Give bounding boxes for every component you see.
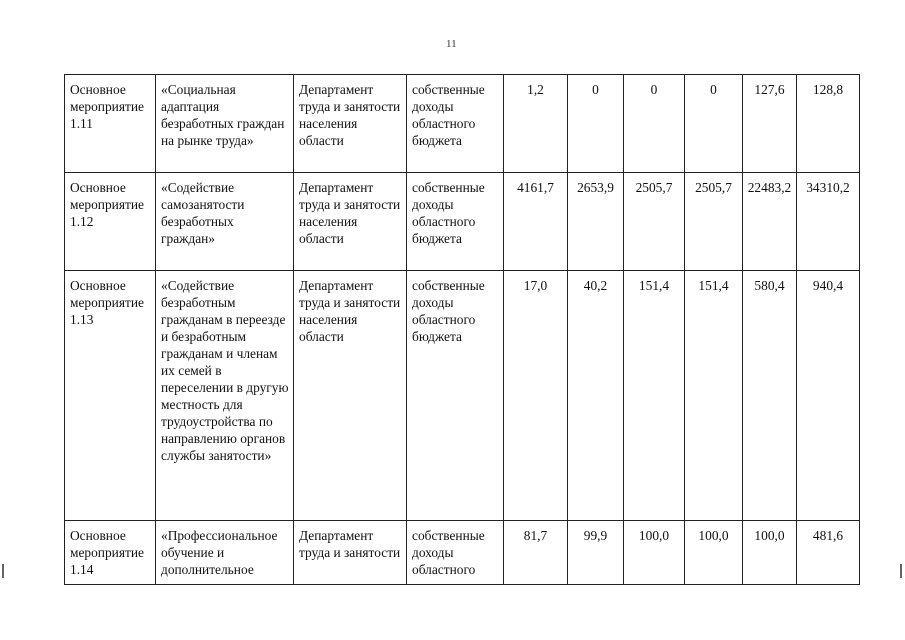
scan-mark-left <box>2 564 4 578</box>
value-cell: 151,4 <box>624 271 685 521</box>
title-cell: «Профессиональное обучение и дополнительное <box>156 521 294 585</box>
value-cell: 1,2 <box>504 75 568 173</box>
title-cell: «Содействие безработным гражданам в переезде и безработным гражданам и членам их семей в переселении в другую местность для трудоустройства по направлению органов службы занятости» <box>156 271 294 521</box>
value-cell: 4161,7 <box>504 173 568 271</box>
source-cell: собственные доходы областного бюджета <box>407 75 504 173</box>
executor-cell: Департамент труда и занятости населения области <box>294 75 407 173</box>
value-cell: 0 <box>624 75 685 173</box>
value-cell: 0 <box>568 75 624 173</box>
total-cell: 940,4 <box>797 271 860 521</box>
table-row <box>65 173 860 271</box>
event-cell: Основное мероприятие 1.14 <box>65 521 156 585</box>
executor-cell: Департамент труда и занятости населения области <box>294 271 407 521</box>
value-cell: 17,0 <box>504 271 568 521</box>
value-cell: 100,0 <box>743 521 797 585</box>
value-cell: 2505,7 <box>685 173 743 271</box>
value-cell: 81,7 <box>504 521 568 585</box>
event-cell: Основное мероприятие 1.12 <box>65 173 156 271</box>
value-cell: 2653,9 <box>568 173 624 271</box>
value-cell: 99,9 <box>568 521 624 585</box>
value-cell: 0 <box>685 75 743 173</box>
page-number: 11 <box>446 38 457 50</box>
value-cell: 100,0 <box>685 521 743 585</box>
total-cell: 34310,2 <box>797 173 860 271</box>
title-cell: «Социальная адаптация безработных граждан на рынке труда» <box>156 75 294 173</box>
table-row <box>65 521 860 585</box>
value-cell: 2505,7 <box>624 173 685 271</box>
source-cell: собственные доходы областного бюджета <box>407 271 504 521</box>
source-cell: собственные доходы областного <box>407 521 504 585</box>
event-cell: Основное мероприятие 1.11 <box>65 75 156 173</box>
value-cell: 127,6 <box>743 75 797 173</box>
total-cell: 481,6 <box>797 521 860 585</box>
table-row <box>65 271 860 521</box>
title-cell: «Содействие самозанятости безработных граждан» <box>156 173 294 271</box>
executor-cell: Департамент труда и занятости <box>294 521 407 585</box>
value-cell: 100,0 <box>624 521 685 585</box>
value-cell: 40,2 <box>568 271 624 521</box>
source-cell: собственные доходы областного бюджета <box>407 173 504 271</box>
scan-mark-right <box>900 564 902 578</box>
program-table <box>64 74 860 585</box>
event-cell: Основное мероприятие 1.13 <box>65 271 156 521</box>
value-cell: 580,4 <box>743 271 797 521</box>
total-cell: 128,8 <box>797 75 860 173</box>
value-cell: 151,4 <box>685 271 743 521</box>
table-row <box>65 75 860 173</box>
value-cell: 22483,2 <box>743 173 797 271</box>
executor-cell: Департамент труда и занятости населения области <box>294 173 407 271</box>
